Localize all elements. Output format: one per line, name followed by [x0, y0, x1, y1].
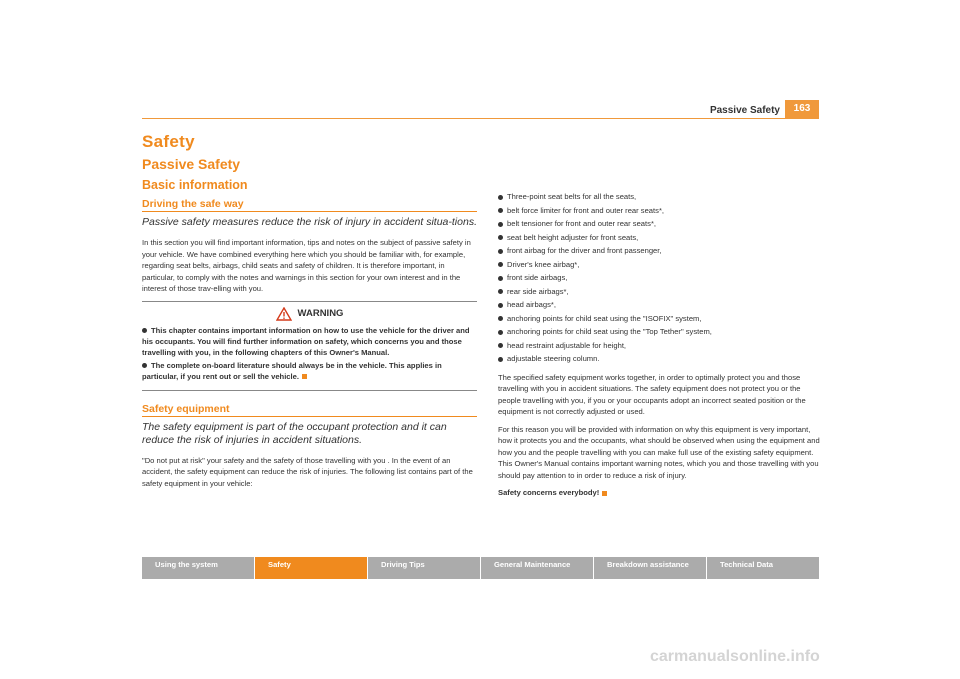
header-rule	[142, 118, 819, 119]
list-item: head restraint adjustable for height,	[498, 339, 820, 353]
tab-driving-tips[interactable]: Driving Tips	[368, 557, 480, 579]
bullet-icon	[498, 289, 503, 294]
left-column	[142, 132, 477, 495]
topic-body-safety-equipment: "Do not put at risk" your safety and the safety of those travelling with you . In the event of an accident, the safety equipment can reduce the risk of injuries. The following list contains part of the safety equipment in your vehicle:	[142, 455, 473, 488]
bullet-icon	[498, 357, 503, 362]
tab-using-the-system[interactable]: Using the system	[142, 557, 254, 579]
section-title: Passive Safety	[142, 156, 241, 172]
paragraph-equipment-works: The specified safety equipment works together, in order to optimally protect you and those travelling with you in accident situations. The safety equipment does not protect you or the people travelling with you, if you or your occupants adopt an incorrect seated position or the equipment is not correctly adjusted or used.	[498, 372, 806, 416]
tab-general-maintenance[interactable]: General Maintenance	[481, 557, 593, 579]
page-number: 163	[785, 100, 819, 118]
tab-technical-data[interactable]: Technical Data	[707, 557, 819, 579]
closing-statement: Safety concerns everybody!	[498, 487, 820, 499]
warning-triangle-icon	[276, 307, 292, 321]
section-end-icon	[602, 491, 607, 496]
list-item: seat belt height adjuster for front seats,	[498, 231, 820, 245]
list-item: front side airbags,	[498, 271, 820, 285]
right-column	[498, 190, 820, 505]
bullet-icon	[142, 363, 147, 368]
tab-breakdown-assistance[interactable]: Breakdown assistance	[594, 557, 706, 579]
warning-title: WARNING	[297, 308, 344, 319]
warning-item: The complete on-board literature should always be in the vehicle. This applies in particular, if you rent out or sell the vehicle.	[142, 360, 442, 381]
topic-heading-safety-equipment: Safety equipment	[142, 403, 477, 417]
list-item: anchoring points for child seat using the "Top Tether" system,	[498, 325, 820, 339]
running-header-title: Passive Safety	[709, 105, 780, 116]
warning-item: This chapter contains important information on how to use the vehicle for the driver and his occupants. You will find further information on safety, which concerns you and those travelling with you, in the following chapters of this Owner's Manual.	[142, 325, 470, 357]
topic-intro-safety-equipment: The safety equipment is part of the occupant protection and it can reduce the risk of injuries in accident situations.	[142, 420, 447, 446]
watermark: carmanualsonline.info	[650, 648, 820, 665]
bullet-icon	[498, 276, 503, 281]
bullet-icon	[498, 208, 503, 213]
paragraph-information: For this reason you will be provided with information on why this equipment is very important, how it protects you and the occupants, what should be observed when using the equipment and how you and the people travelling with you can make full use of the existing safety equipment. This Owner's Manual contains important warning notes, which you and those travelling with you should pay attention to in order to reduce a risk of injury.	[498, 424, 820, 480]
subsection-title: Basic information	[142, 178, 248, 192]
list-item: anchoring points for child seat using the "ISOFIX" system,	[498, 312, 820, 326]
safety-equipment-list	[498, 190, 820, 366]
list-item: belt tensioner for front and outer rear seats*,	[498, 217, 820, 231]
bullet-icon	[498, 316, 503, 321]
list-item: Three-point seat belts for all the seats,	[498, 190, 820, 204]
warning-box	[142, 301, 477, 391]
bullet-icon	[498, 343, 503, 348]
chapter-tab-bar	[142, 557, 819, 579]
list-item: head airbags*,	[498, 298, 820, 312]
bullet-icon	[498, 303, 503, 308]
topic-intro-driving-safe: Passive safety measures reduce the risk of injury in accident situa-tions.	[142, 216, 477, 228]
chapter-title: Safety	[142, 132, 195, 151]
list-item: rear side airbags*,	[498, 285, 820, 299]
tab-safety[interactable]: Safety	[255, 557, 367, 579]
warning-header	[142, 307, 477, 321]
list-item: front airbag for the driver and front passenger,	[498, 244, 820, 258]
bullet-icon	[498, 235, 503, 240]
section-end-icon	[302, 374, 307, 379]
bullet-icon	[142, 328, 147, 333]
list-item: belt force limiter for front and outer rear seats*,	[498, 204, 820, 218]
bullet-icon	[498, 222, 503, 227]
bullet-icon	[498, 330, 503, 335]
topic-body-driving-safe: In this section you will find important information, tips and notes on the subject of passive safety in your vehicle. We have combined everything here which you should be familiar with, for example, regarding seat belts, airbags, child seats and safety of children. It is therefore important, in particular, to comply with the notes and warnings in this section for your own interest and in the interest of those trav-elling with you.	[142, 238, 471, 293]
list-item: adjustable steering column.	[498, 352, 820, 366]
bullet-icon	[498, 195, 503, 200]
bullet-icon	[498, 262, 503, 267]
bullet-icon	[498, 249, 503, 254]
topic-heading-driving-safe: Driving the safe way	[142, 198, 477, 212]
list-item: Driver's knee airbag*,	[498, 258, 820, 272]
